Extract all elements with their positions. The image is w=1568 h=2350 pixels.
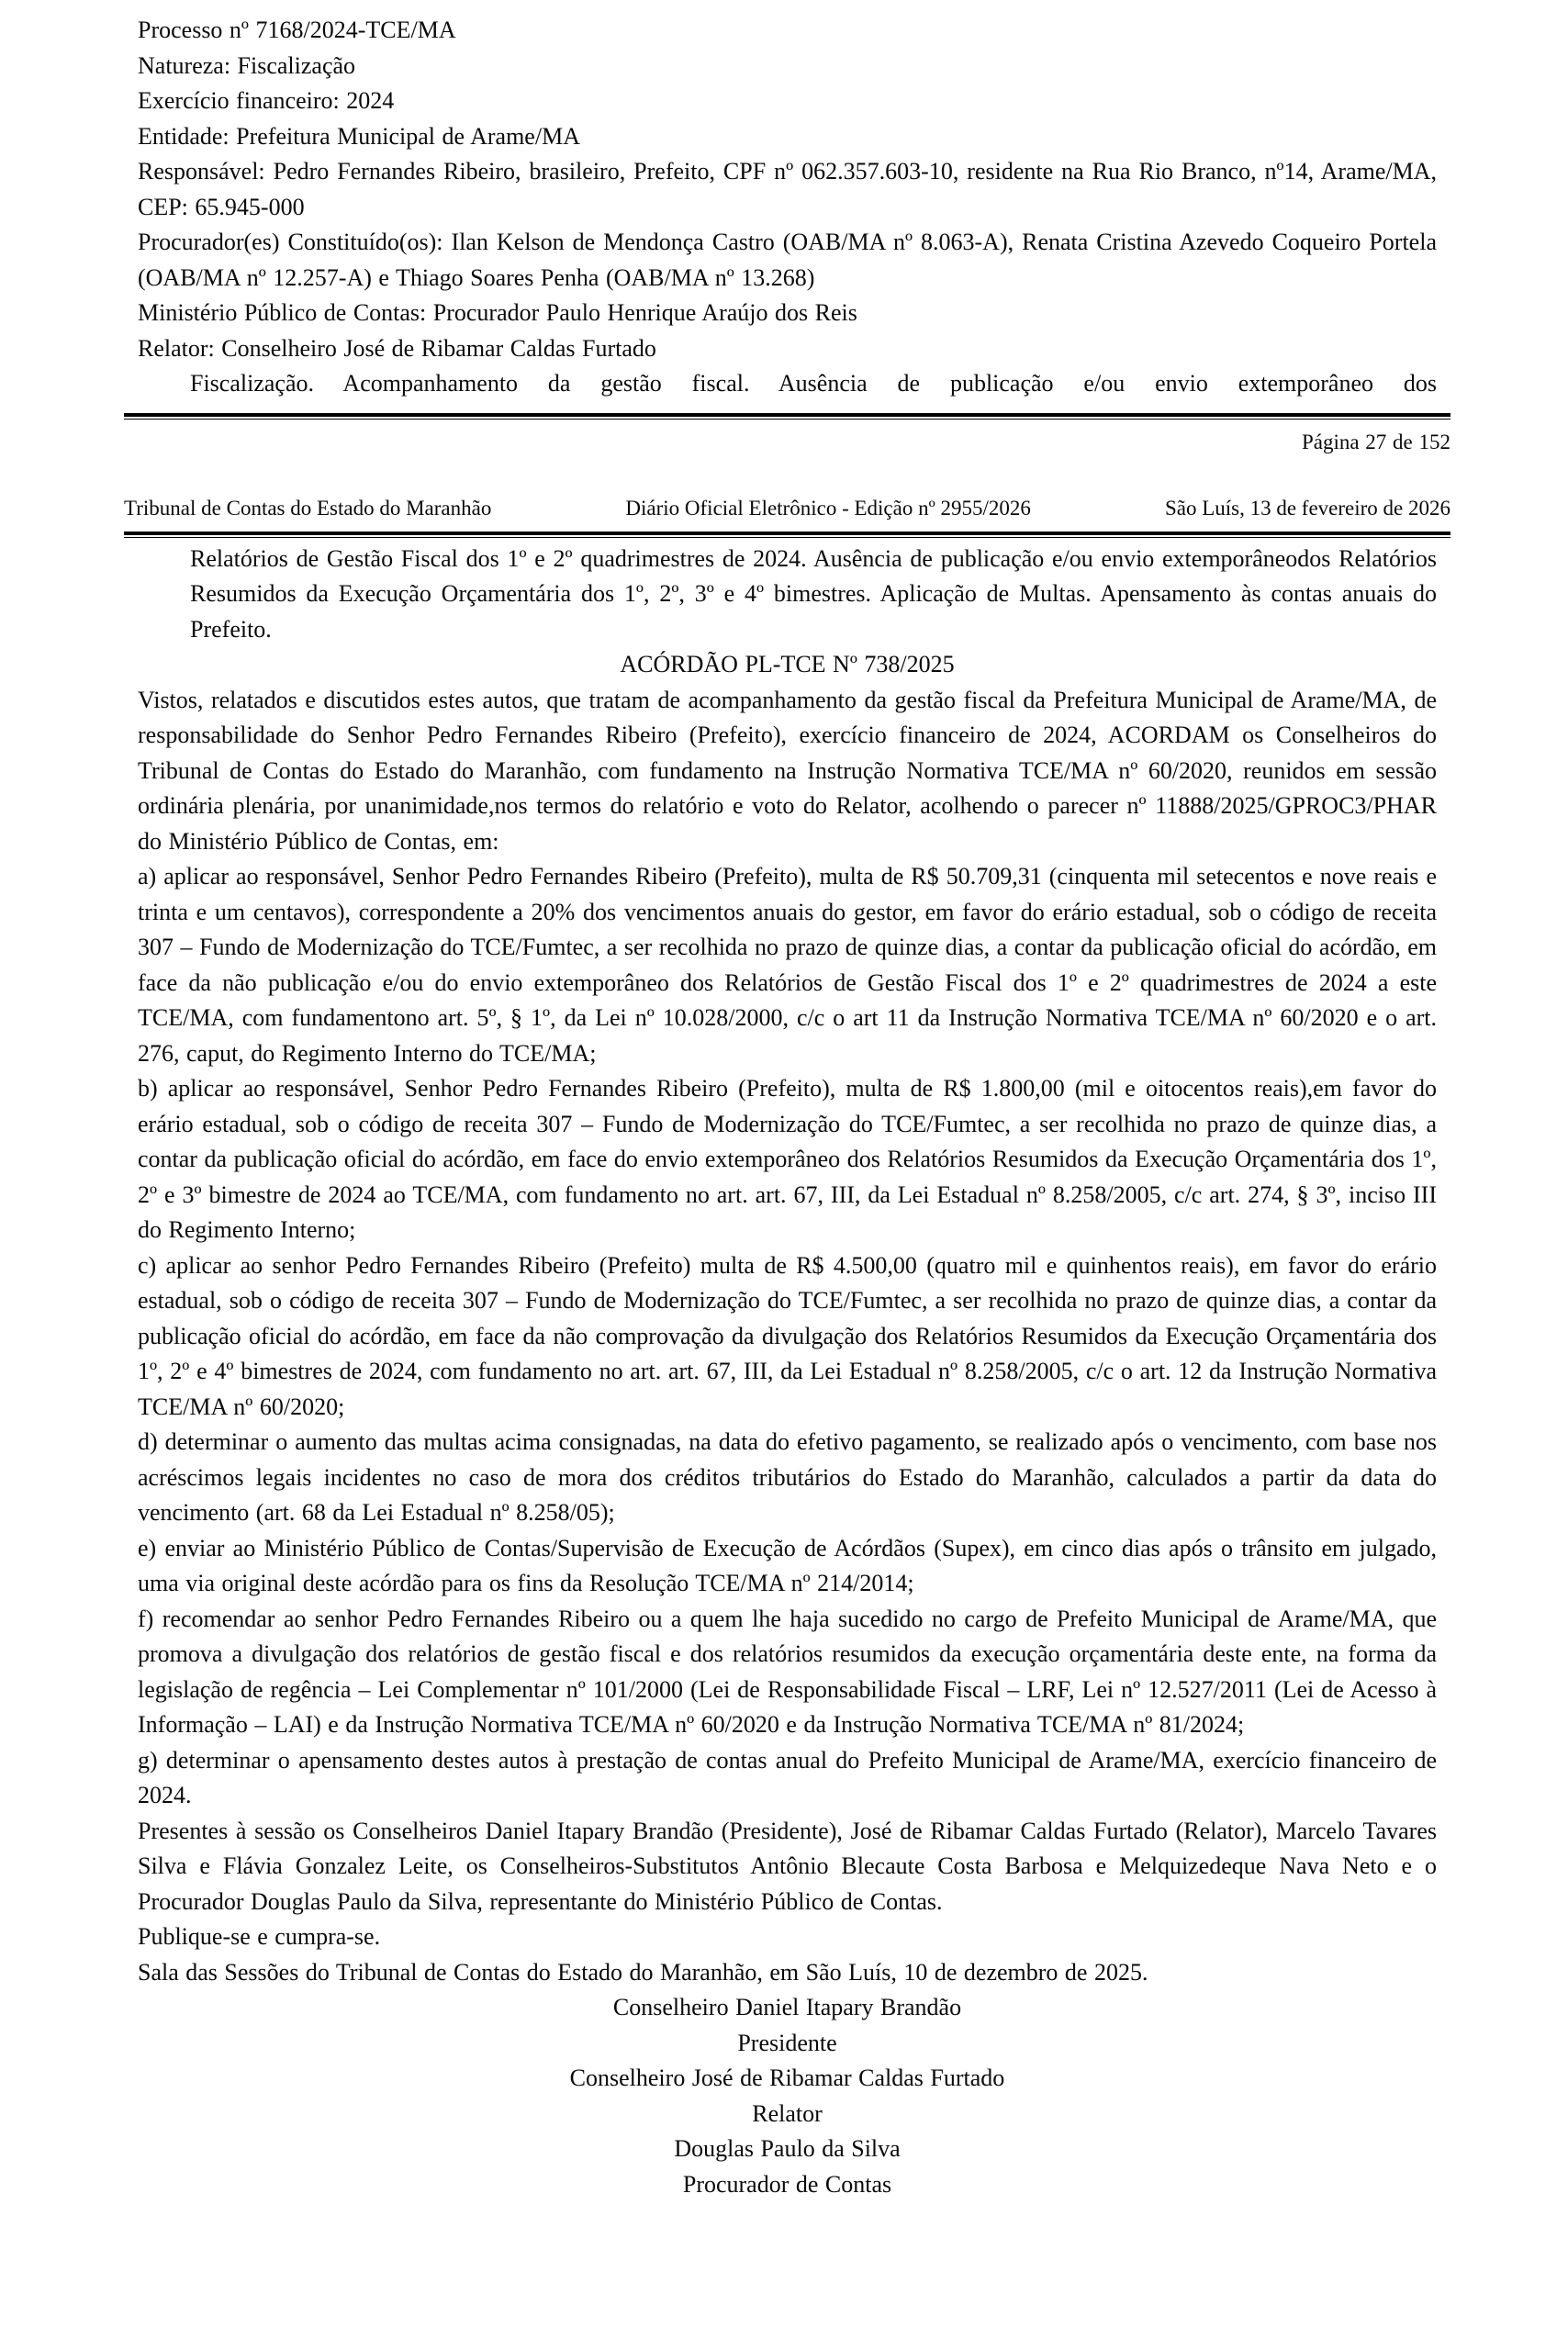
ruling-paragraph: f) recomendar ao senhor Pedro Fernandes Ribeiro ou a quem lhe haja sucedido no cargo de Prefeito Municipal de Arame/MA, que promova a divulgação dos relatórios de gestão fiscal e dos relatórios resumidos da execução orçamentária deste ente, na forma da legislação de regência – Lei Complementar nº 101/2000 (Lei de Responsabilidade Fiscal – LRF, Lei nº 12.527/2011 (Lei de Acesso à Informação – LAI) e da Instrução Normativa TCE/MA nº 60/2020 e da Instrução Normativa TCE/MA nº 81/2024; bbox=[138, 1605, 1437, 1738]
signature-line: Conselheiro Daniel Itapary Brandão bbox=[612, 1994, 962, 2020]
ruling-paragraph: b) aplicar ao responsável, Senhor Pedro Fernandes Ribeiro (Prefeito), multa de R$ 1.800,00 (mil e oitocentos reais),em favor do erário estadual, sob o código de receita 307 – Fundo de Modernização do TCE/Fumtec, a ser recolhida no prazo de quinze dias, a contar da publicação oficial do acórdão, em face do envio extemporâneo dos Relatórios Resumidos da Execução Orçamentária dos 1º, 2º e 3º bimestre de 2024 ao TCE/MA, com fundamento no art. art. 67, III, da Lei Estadual nº 8.258/2005, c/c art. 274, § 3º, inciso III do Regimento Interno; bbox=[138, 1075, 1437, 1243]
masthead-institution: Tribunal de Contas do Estado do Maranhão bbox=[124, 496, 492, 520]
header-top-rule bbox=[124, 413, 1450, 420]
signature-block bbox=[138, 1990, 1437, 2202]
signature-line: Douglas Paulo da Silva bbox=[674, 2135, 901, 2162]
ruling-paragraph: d) determinar o aumento das multas acima consignadas, na data do efetivo pagamento, se realizado após o vencimento, com base nos acréscimos legais incidentes no caso de mora dos créditos tributários do Estado do Maranhão, calculados a partir da data do vencimento (art. 68 da Lei Estadual nº 8.258/05); bbox=[138, 1428, 1437, 1526]
signature-line: Conselheiro José de Ribamar Caldas Furtado bbox=[569, 2065, 1005, 2091]
process-preamble bbox=[138, 13, 1437, 402]
nature-line: Natureza: Fiscalização bbox=[138, 51, 356, 79]
header-bottom-rule bbox=[124, 532, 1450, 538]
page-indicator: Página 27 de 152 bbox=[1301, 430, 1450, 453]
signature-line: Relator bbox=[752, 2099, 823, 2127]
ruling-paragraph: Vistos, relatados e discutidos estes autos, que tratam de acompanhamento da gestão fiscal da Prefeitura Municipal de Arame/MA, de responsabilidade do Senhor Pedro Fernandes Ribeiro (Prefeito), exercício financeiro de 2024, ACORDAM os Conselheiros do Tribunal de Contas do Estado do Maranhão, com fundamento na Instrução Normativa TCE/MA nº 60/2020, reunidos em sessão ordinária plenária, por unanimidade,nos termos do relatório e voto do Relator, acolhendo o parecer nº 11888/2025/GPROC3/PHAR do Ministério Público de Contas, em: bbox=[138, 686, 1437, 855]
summary-continuation-paragraph: Relatórios de Gestão Fiscal dos 1º e 2º quadrimestres de 2024. Ausência de publicação e/ou envio extemporâneodos Relatórios Resumidos da Execução Orçamentária dos 1º, 2º, 3º e 4º bimestres. Aplicação de Multas. Apensamento às contas anuais do Prefeito. bbox=[190, 544, 1437, 643]
ruling-paragraph: e) enviar ao Ministério Público de Contas/Supervisão de Execução de Acórdãos (Supex), em cinco dias após o trânsito em julgado, uma via original deste acórdão para os fins da Resolução TCE/MA nº 214/2014; bbox=[138, 1534, 1437, 1596]
ruling-paragraph: a) aplicar ao responsável, Senhor Pedro Fernandes Ribeiro (Prefeito), multa de R$ 50.709,31 (cinquenta mil setecentos e nove reais e trinta e um centavos), correspondente a 20% dos vencimentos anuais do gestor, em favor do erário estadual, sob o código de receita 307 – Fundo de Modernização do TCE/Fumtec, a ser recolhida no prazo de quinze dias, a contar da publicação oficial do acórdão, em face da não publicação e/ou do envio extemporâneo dos Relatórios de Gestão Fiscal dos 1º e 2º quadrimestres de 2024 a este TCE/MA, com fundamentono art. 5º, § 1º, da Lei nº 10.028/2000, c/c o art 11 da Instrução Normativa TCE/MA nº 60/2020 e o art. 276, caput, do Regimento Interno do TCE/MA; bbox=[138, 863, 1437, 1067]
ruling-paragraph: c) aplicar ao senhor Pedro Fernandes Ribeiro (Prefeito) multa de R$ 4.500,00 (quatro mil e quinhentos reais), em favor do erário estadual, sob o código de receita 307 – Fundo de Modernização do TCE/Fumtec, a ser recolhida no prazo de quinze dias, a contar da publicação oficial do acórdão, em face da não comprovação da divulgação dos Relatórios Resumidos da Execução Orçamentária dos 1º, 2º e 4º bimestres de 2024, com fundamento no art. art. 67, III, da Lei Estadual nº 8.258/2005, c/c o art. 12 da Instrução Normativa TCE/MA nº 60/2020; bbox=[138, 1251, 1437, 1420]
public-ministry-line: Ministério Público de Contas: Procurador Paulo Henrique Araújo dos Reis bbox=[138, 299, 857, 326]
signature-line: Procurador de Contas bbox=[682, 2170, 892, 2198]
fiscal-year-line: Exercício financeiro: 2024 bbox=[138, 87, 395, 114]
ruling-paragraph: Publique-se e cumpra-se. bbox=[138, 1923, 381, 1950]
ruling-paragraph: Sala das Sessões do Tribunal de Contas do Estado do Maranhão, em São Luís, 10 de dezembro de 2025. bbox=[138, 1958, 1148, 1986]
entity-line: Entidade: Prefeitura Municipal de Arame/MA bbox=[138, 122, 580, 150]
masthead-date-place: São Luís, 13 de fevereiro de 2026 bbox=[1164, 496, 1450, 520]
ruling-paragraph: Presentes à sessão os Conselheiros Daniel Itapary Brandão (Presidente), José de Ribamar Caldas Furtado (Relator), Marcelo Tavares Silva e Flávia Gonzalez Leite, os Conselheiros-Substitutos Antônio Blecaute Costa Barbosa e Melquizedeque Nava Neto e o Procurador Douglas Paulo da Silva, representante do Ministério Público de Contas. bbox=[138, 1817, 1437, 1915]
masthead-edition: Diário Oficial Eletrônico - Edição nº 2955/2026 bbox=[625, 496, 1031, 520]
ruling-paragraphs bbox=[138, 683, 1437, 1991]
masthead-row bbox=[124, 497, 1450, 520]
rapporteur-line: Relator: Conselheiro José de Ribamar Caldas Furtado bbox=[138, 334, 656, 362]
attorneys-paragraph: Procurador(es) Constituído(os): Ilan Kelson de Mendonça Castro (OAB/MA nº 8.063-A), Renata Cristina Azevedo Coqueiro Portela (OAB/MA nº 12.257-A) e Thiago Soares Penha (OAB/MA nº 13.268) bbox=[138, 229, 1437, 291]
gazette-page-header bbox=[124, 413, 1450, 538]
summary-opening-line: Fiscalização. Acompanhamento da gestão fiscal. Ausência de publicação e/ou envio extemporâneo dos bbox=[190, 370, 1437, 397]
responsible-paragraph: Responsável: Pedro Fernandes Ribeiro, brasileiro, Prefeito, CPF nº 062.357.603-10, residente na Rua Rio Branco, nº14, Arame/MA, CEP: 65.945-000 bbox=[138, 158, 1437, 220]
decision-body bbox=[138, 542, 1437, 2203]
signature-line: Presidente bbox=[737, 2029, 837, 2056]
ruling-paragraph: g) determinar o apensamento destes autos à prestação de contas anual do Prefeito Municipal de Arame/MA, exercício financeiro de 2024. bbox=[138, 1746, 1437, 1808]
ruling-title: ACÓRDÃO PL-TCE Nº 738/2025 bbox=[620, 651, 955, 677]
process-number-line: Processo nº 7168/2024-TCE/MA bbox=[138, 17, 456, 43]
